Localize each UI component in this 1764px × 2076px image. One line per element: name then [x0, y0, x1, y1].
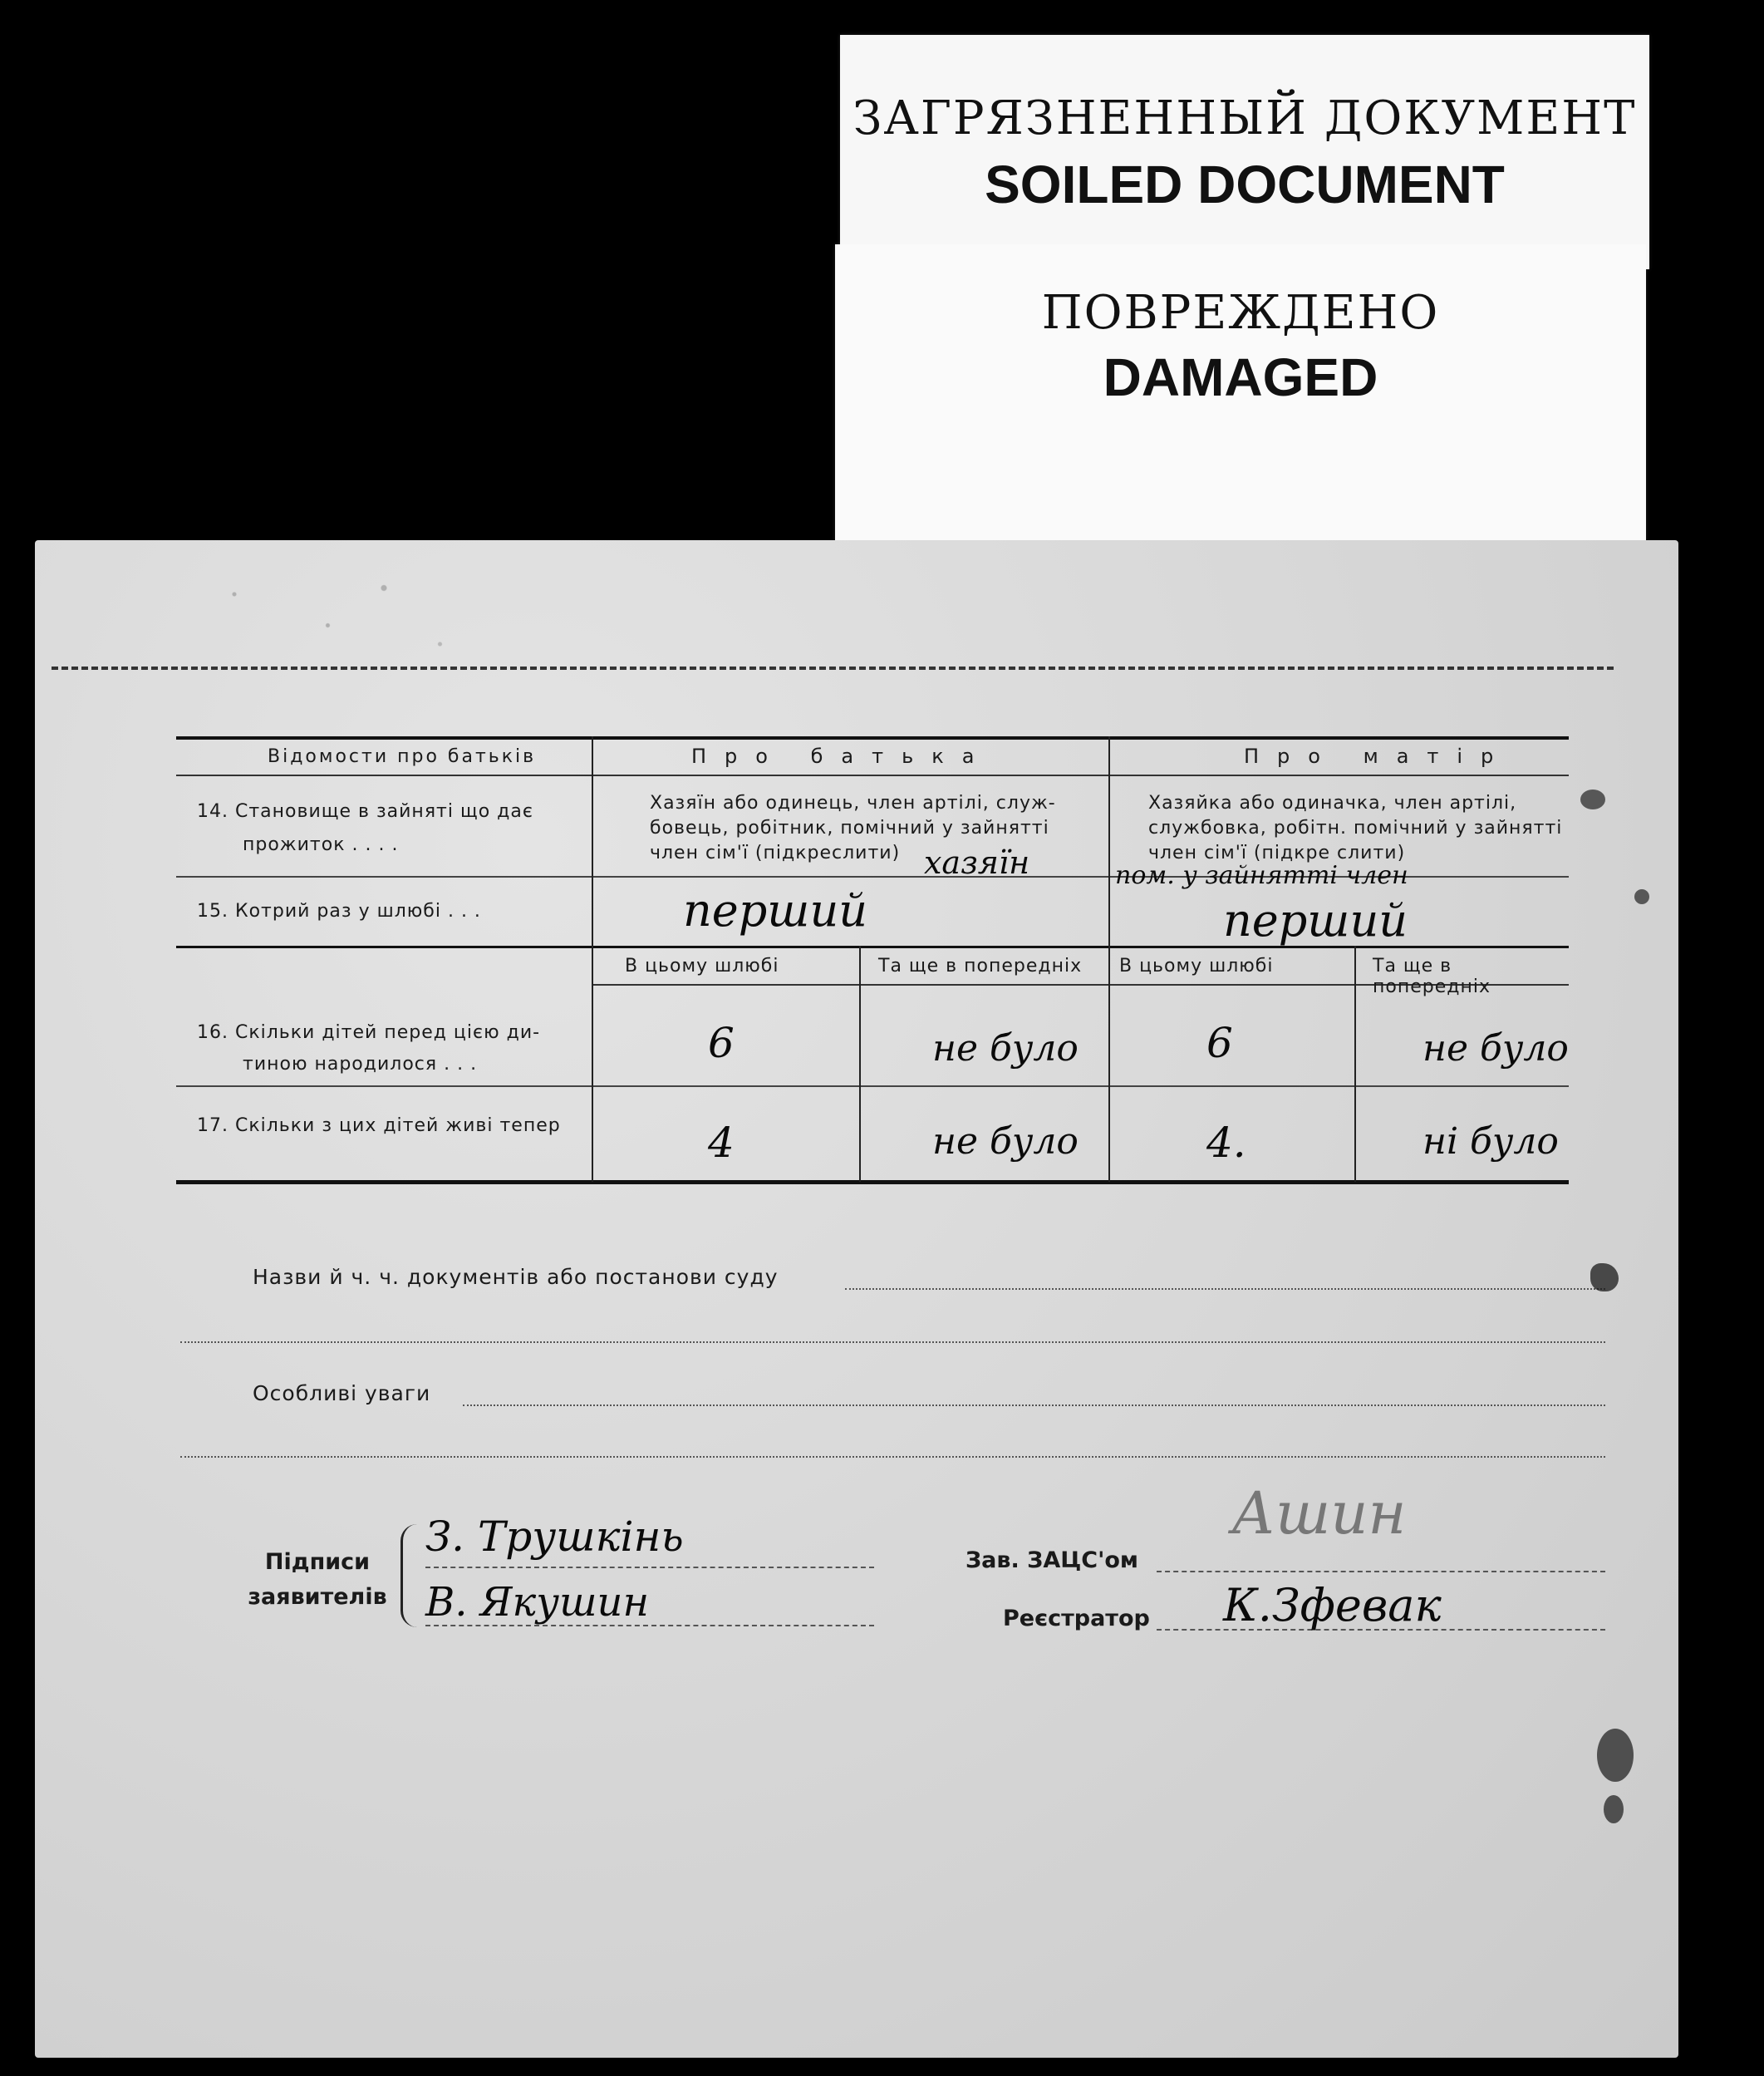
- row14-mother-options-1: Хазяйка або одиначка, член артілі,: [1148, 793, 1517, 814]
- row15-label: 15. Котрий раз у шлюбі . . .: [197, 901, 481, 922]
- sub-mother-previous: Та ще в попередніх: [1373, 956, 1491, 997]
- row14-father-options-2: бовець, робітник, помічний у зайнятті: [650, 818, 1049, 839]
- row14-mother-options-3: член сім'ї (підкре слити): [1148, 843, 1406, 863]
- header-parents-info: Відомости про батьків: [268, 746, 537, 767]
- head-of-registry-label: Зав. ЗАЦС'ом: [966, 1547, 1138, 1573]
- row17-mother-this: 4.: [1206, 1119, 1246, 1167]
- row14-label-line2: прожиток . . . .: [243, 834, 399, 855]
- sub-mother-this-marriage: В цьому шлюбі: [1119, 956, 1274, 977]
- document-page: [35, 540, 1678, 2058]
- row16-father-this: 6: [708, 1019, 735, 1067]
- soiled-label-en: SOILED DOCUMENT: [985, 155, 1505, 214]
- signatures-label-line1: Підписи: [264, 1549, 371, 1575]
- row15-father-handwritten: перший: [683, 884, 868, 937]
- applicant-signature-2: В. Якушин: [425, 1579, 650, 1626]
- soiled-document-label: [840, 35, 1649, 269]
- stain-marks: [160, 557, 533, 681]
- header-about-father: Про батька: [691, 745, 993, 768]
- row17-father-previous: не було: [932, 1120, 1079, 1163]
- row14-mother-options-2: службовка, робітн. помічний у зайнятті: [1148, 818, 1563, 839]
- row14-father-handwritten: хазяїн: [924, 844, 1030, 881]
- row14-mother-handwritten: пом. у зайнятті член: [1115, 861, 1408, 890]
- damaged-document-label: [835, 244, 1646, 544]
- row17-label: 17. Скільки з цих дітей живі тепер: [197, 1115, 561, 1136]
- row16-father-previous: не було: [932, 1027, 1079, 1070]
- remarks-label: Особливі уваги: [253, 1381, 431, 1405]
- damaged-label-ru: ПОВРЕЖДЕНО: [1041, 286, 1440, 340]
- sub-father-this-marriage: В цьому шлюбі: [625, 956, 779, 977]
- head-signature: Ашин: [1231, 1479, 1407, 1547]
- damaged-label-en: DAMAGED: [1103, 347, 1378, 407]
- applicant-signature-1: З. Трушкінь: [425, 1513, 684, 1561]
- row14-label-line1: 14. Становище в зайняті що дає: [197, 801, 533, 822]
- row14-father-options-1: Хазяїн або одинець, член артілі, служ-: [650, 793, 1056, 814]
- row16-label-line1: 16. Скільки дітей перед цією ди-: [197, 1022, 541, 1043]
- row16-mother-previous: не було: [1423, 1027, 1569, 1070]
- registrar-signature: К.Зфевак: [1223, 1579, 1442, 1631]
- row17-mother-previous: ні було: [1423, 1120, 1559, 1163]
- registrar-label: Реєстратор: [1003, 1606, 1150, 1631]
- perforation-line: [52, 667, 1614, 670]
- header-about-mother: Про матір: [1244, 745, 1512, 768]
- soiled-label-ru: ЗАГРЯЗНЕННЫЙ ДОКУМЕНТ: [853, 91, 1637, 145]
- row14-father-options-3: член сім'ї (підкреслити): [650, 843, 901, 863]
- row16-mother-this: 6: [1206, 1019, 1233, 1067]
- parents-info-table: [176, 736, 1569, 1193]
- row15-mother-handwritten: перший: [1223, 894, 1408, 947]
- documents-label: Назви й ч. ч. документів або постанови суду: [253, 1265, 779, 1289]
- signatures-label-line2: заявителів: [248, 1584, 387, 1610]
- row17-father-this: 4: [708, 1119, 735, 1167]
- row16-label-line2: тиною народилося . . .: [243, 1054, 478, 1075]
- sub-father-previous: Та ще в попередніх: [878, 956, 1083, 977]
